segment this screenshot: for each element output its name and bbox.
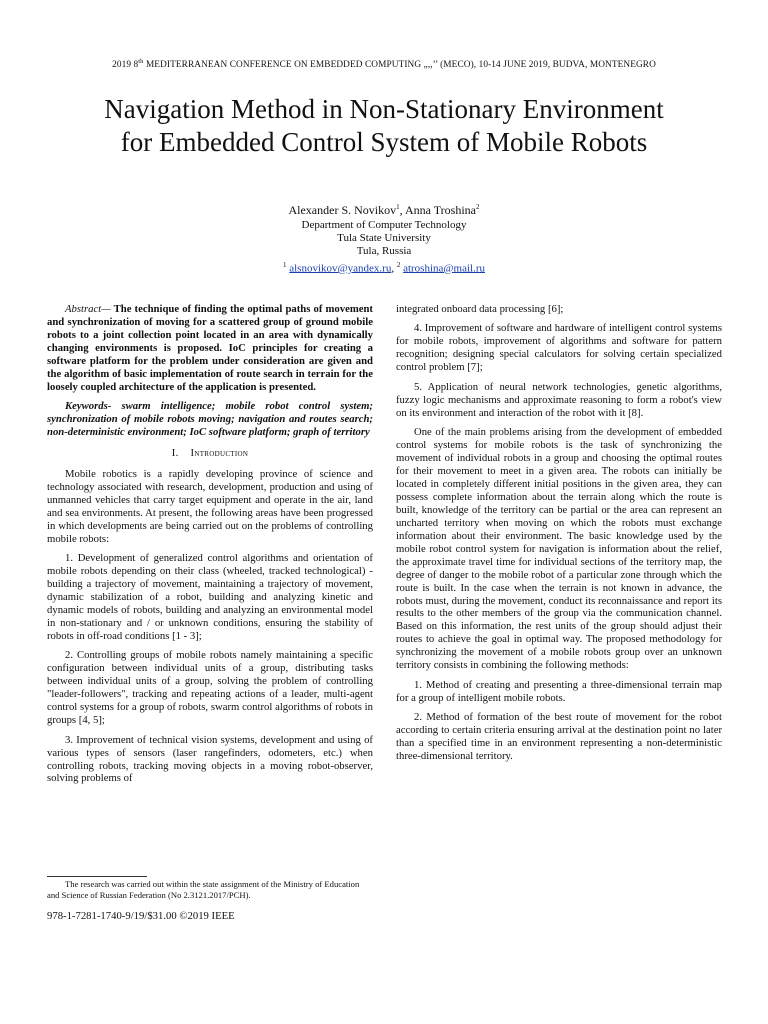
right-paragraph-4: One of the main problems arising from the development of embedded control systems for mobile robots is the task of synchronizing the movement of individual robots in a group and choosing the optimal routes for their movement to meet in a given area. The robots can initially be located in completely different initial positions in the given area, they can possess complete information about the terrain along which the route is built, knowledge of the territory can be partial or the area can represent an uncharted territory when moving on which the robots must exchange information about their environment. The basic knowledge used by the mobile robot control system for navigation is information about the relief, the approximate travel time for individual sections of the territory map, the degree of danger to the mobile robot of a particular zone through which the route is built. In the case when the terrain is not known in advance, the robots must, during the movement, conduct its reconnaissance and report its results to the other members of the group via the communication channel. Based on this information, the rest units of the group should adjust their routes to achieve the goal in optimal way. The proposed methodology for synchronizing the movement of a mobile robots group over an unknown territory consists in combining the following methods: bbox=[396, 426, 722, 672]
title-line-2: for Embedded Control System of Mobile Robots bbox=[120, 127, 648, 157]
right-paragraph-5: 1. Method of creating and presenting a three-dimensional terrain map for a group of intelligent mobile robots. bbox=[396, 678, 722, 704]
conference-year: 2019 8 bbox=[112, 60, 139, 71]
abstract bbox=[47, 303, 373, 394]
email-1-sup: 1 bbox=[282, 260, 287, 269]
university: Tula State University bbox=[337, 232, 431, 245]
right-column bbox=[396, 303, 722, 769]
footnote-divider bbox=[47, 876, 147, 877]
author-2-sup: 2 bbox=[476, 203, 480, 211]
email-separator: , bbox=[391, 262, 397, 275]
title-line-1: Navigation Method in Non-Stationary Environment bbox=[104, 94, 664, 124]
right-paragraph-6: 2. Method of formation of the best route of movement for the robot according to certain criteria ensuring arrival at the destination point no later than a specified time in an environment representing a non-deterministic three-dimensional territory. bbox=[396, 711, 722, 762]
section-title: Introduction bbox=[190, 447, 249, 460]
conference-name: MEDITERRANEAN CONFERENCE ON EMBEDDED COMPUTING „,,’’ (MECO), 10-14 JUNE 2019, BUDVA, MONTENEGRO bbox=[143, 60, 656, 71]
city: Tula, Russia bbox=[356, 245, 412, 258]
section-number: I. bbox=[171, 447, 179, 460]
author-list bbox=[0, 200, 768, 217]
paper-title bbox=[30, 93, 738, 159]
email-line bbox=[0, 259, 768, 276]
intro-paragraph-3: 2. Controlling groups of mobile robots namely maintaining a specific configuration between individual units of a group, distributing tasks between individual units of a group, solving the problem of controlling "leader-followers", tracking and repeating actions of a leader, multi-agent control systems for a group of robots, swarm control algorithms of robots in groups [4, 5]; bbox=[47, 649, 373, 727]
author-separator: , bbox=[399, 203, 405, 217]
copyright-line: 978-1-7281-1740-9/19/$31.00 ©2019 IEEE bbox=[47, 910, 235, 922]
right-paragraph-3: 5. Application of neural network technologies, genetic algorithms, fuzzy logic mechanisms and approximate reasoning to form a robot's view on its environment and interaction of the robot with it [8]. bbox=[396, 380, 722, 419]
left-column bbox=[47, 303, 373, 792]
right-paragraph-1: integrated onboard data processing [6]; bbox=[396, 303, 564, 315]
affiliation bbox=[0, 219, 768, 275]
intro-paragraph-4: 3. Improvement of technical vision systems, development and using of various types of sensors (laser rangefinders, odometers, etc.) when controlling robots, tracking moving objects in a moving robot-observer, solving problems of bbox=[47, 733, 373, 785]
conference-ordinal: th bbox=[138, 58, 144, 65]
email-link-1[interactable]: alsnovikov@yandex.ru bbox=[289, 262, 392, 275]
intro-paragraph-2: 1. Development of generalized control algorithms and orientation of mobile robots depending on their class (wheeled, tracked technological) - building a trajectory of movement, maintaining a trajectory of movement, dynamic stabilization of a robot, building and analyzing kinetic and dynamic models of robots, building and analyzing an environmental model in non-stationary and / or unknown conditions, ensuring the stability of robots in off-road conditions [1 - 3]; bbox=[47, 552, 373, 642]
abstract-body: The technique of finding the optimal paths of movement and synchronization of moving for a scattered group of ground mobile robots to a joint collection point located in an area with dynamically changing environments is proposed. IoC principles for creating a software platform for the problem under consideration are given and the algorithm of basic implementation of route search in terrain for the loosely coupled architecture of the application is presented. bbox=[47, 303, 373, 393]
abstract-lead: Abstract— bbox=[65, 303, 111, 315]
section-heading-introduction bbox=[47, 447, 373, 460]
footnote: The research was carried out within the state assignment of the Ministry of Education and Science of Russian Federation (No 2.3121.2017/PCH). bbox=[47, 879, 360, 900]
author-2: Anna Troshina bbox=[404, 203, 476, 217]
email-2-sup: 2 bbox=[396, 260, 401, 269]
keywords: Keywords- swarm intelligence; mobile robot control system; synchronization of mobile robots moving; navigation and routes search; non-deterministic environment; IoC software platform; graph of territory bbox=[47, 400, 373, 439]
conference-header bbox=[0, 58, 768, 70]
right-paragraph-2: 4. Improvement of software and hardware of intelligent control systems for mobile robots, improvement of algorithms and software for pattern recognition; designing special calculators for solving certain specialized control problem [7]; bbox=[396, 322, 722, 374]
author-1: Alexander S. Novikov bbox=[288, 203, 397, 217]
email-link-2[interactable]: atroshina@mail.ru bbox=[403, 262, 485, 275]
department: Department of Computer Technology bbox=[301, 219, 467, 231]
intro-paragraph-1: Mobile robotics is a rapidly developing province of science and technology associated with research, development, production and using of unmanned vehicles that carry target equipment and operate in the air, land and sea environments. At present, the following areas have been progressed in which developments are being carried out on the problems of controlling mobile robots: bbox=[47, 467, 373, 545]
author-1-sup: 1 bbox=[396, 203, 400, 211]
